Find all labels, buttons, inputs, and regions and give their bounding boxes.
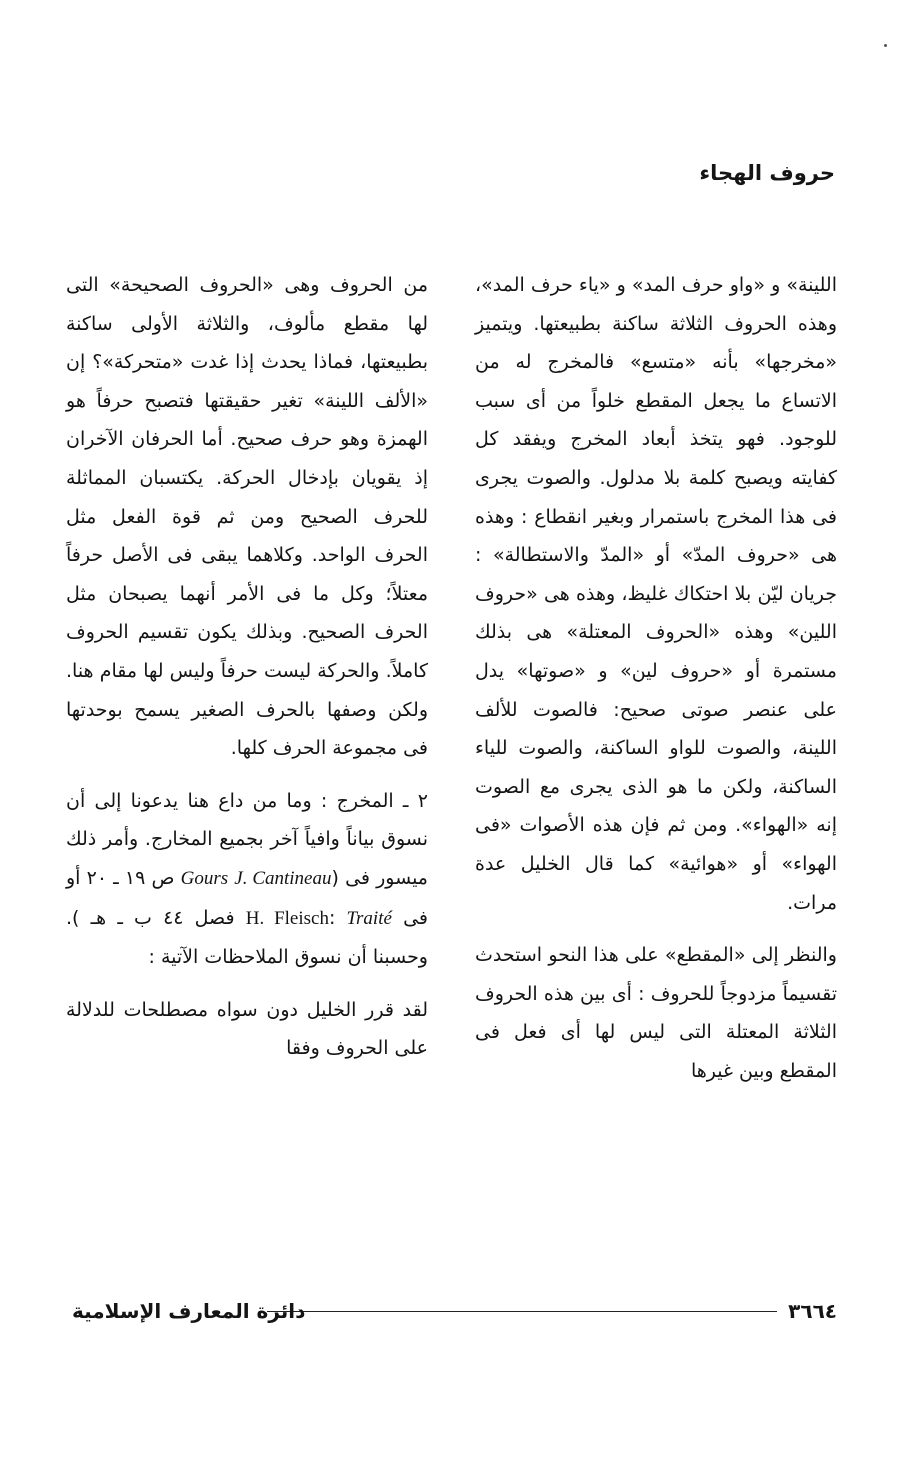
publication-title: دائرة المعارف الإسلامية bbox=[72, 1299, 306, 1323]
reference-gours: Gours bbox=[180, 867, 229, 889]
running-header: حروف الهجاء bbox=[699, 161, 835, 185]
scan-speck bbox=[884, 44, 887, 47]
footer-rule bbox=[267, 1311, 777, 1312]
paragraph-2-text-a: ٢ ـ المخرج : وما من داع هنا يدعونا إلى أن نسوق بياناً وافياً آخر بجميع المخارج. وأمر ذلك ميسور فى ( bbox=[66, 789, 428, 889]
paragraph-2-text-c: ص ١٩ ـ ٢٠ أو فى bbox=[66, 866, 428, 929]
left-column-paragraph-1: من الحروف وهى «الحروف الصحيحة» التى لها مقطع مألوف، والثلاثة الأولى ساكنة بطبيعتها، فماذا يحدث إذا غدت «متحركة»؟ إن «الألف اللينة» تغير حقيقتها فتصبح حرفاً هو الهمزة وهو حرف صحيح. أما الحرفان الآخران إذ يقويان بإدخال الحركة. يكتسبان المماثلة للحرف الصحيح ومن ثم قوة الفعل مثل الحرف الواحد. وكلاهما يبقى فى الأصل حرفاً معتلاً؛ وكل ما فى الأمر أنهما يصبحان مثل الحرف الصحيح. وبذلك يكون تقسيم الحروف كاملاً. والحركة ليست حرفاً وليس لها مقام هنا. ولكن وصفها بالحرف الصغير يسمح بوحدتها فى مجموعة الحرف كلها. bbox=[66, 274, 428, 760]
reference-traite: Traité bbox=[346, 907, 392, 929]
right-column bbox=[475, 266, 837, 1104]
right-column-paragraph-2: والنظر إلى «المقطع» على هذا النحو استحدث تقسيماً مزدوجاً للحروف : أى بين هذه الحروف الثلاثة المعتلة التى ليس لها أى فعل فى المقطع وبين غيرها bbox=[475, 944, 837, 1082]
reference-fleisch: H. Fleisch bbox=[245, 907, 329, 929]
page-footer bbox=[72, 1296, 837, 1326]
reference-cantineau: J. Cantineau bbox=[234, 867, 332, 889]
right-column-paragraph-1: اللينة» و «واو حرف المد» و «ياء حرف المد»، وهذه الحروف الثلاثة ساكنة بطبيعتها. ويتميز «مخرجها» بأنه «متسع» فالمخرج له من الاتساع ما يجعل المقطع خلواً من أى سبب للوجود. فهو يتخذ أبعاد المخرج ويفقد كل كفايته ويصبح كلمة بلا مدلول. والصوت يجرى فى هذا المخرج باستمرار وبغير انقطاع : وهذه هى «حروف المدّ» أو «المدّ والاستطالة» : جريان ليّن بلا احتكاك غليظ، وهذه هى «حروف اللين» وهذه «الحروف المعتلة» هى بذلك مستمرة أو «حروف لين» و «صوتها» يدل على عنصر صوتى صحيح: فالصوت للألف اللينة، والصوت للواو الساكنة، والصوت للياء الساكنة، ولكن ما هو الذى يجرى مع الصوت إنه «الهواء». ومن ثم فإن هذه الأصوات «فى الهواء» أو «هوائية» كما قال الخليل عدة مرات. bbox=[475, 274, 837, 914]
left-column-paragraph-3: لقد قرر الخليل دون سواه مصطلحات للدلالة على الحروف وفقا bbox=[66, 998, 428, 1060]
left-column-paragraph-2 bbox=[66, 782, 428, 977]
page-number: ٣٦٦٤ bbox=[788, 1299, 837, 1323]
paragraph-2-text-d: : bbox=[328, 906, 347, 929]
paragraph-2-text-e: فصل ٤٤ ب ـ هـ ). وحسبنا أن نسوق الملاحظات الآتية : bbox=[66, 906, 428, 969]
left-column bbox=[66, 266, 428, 1082]
